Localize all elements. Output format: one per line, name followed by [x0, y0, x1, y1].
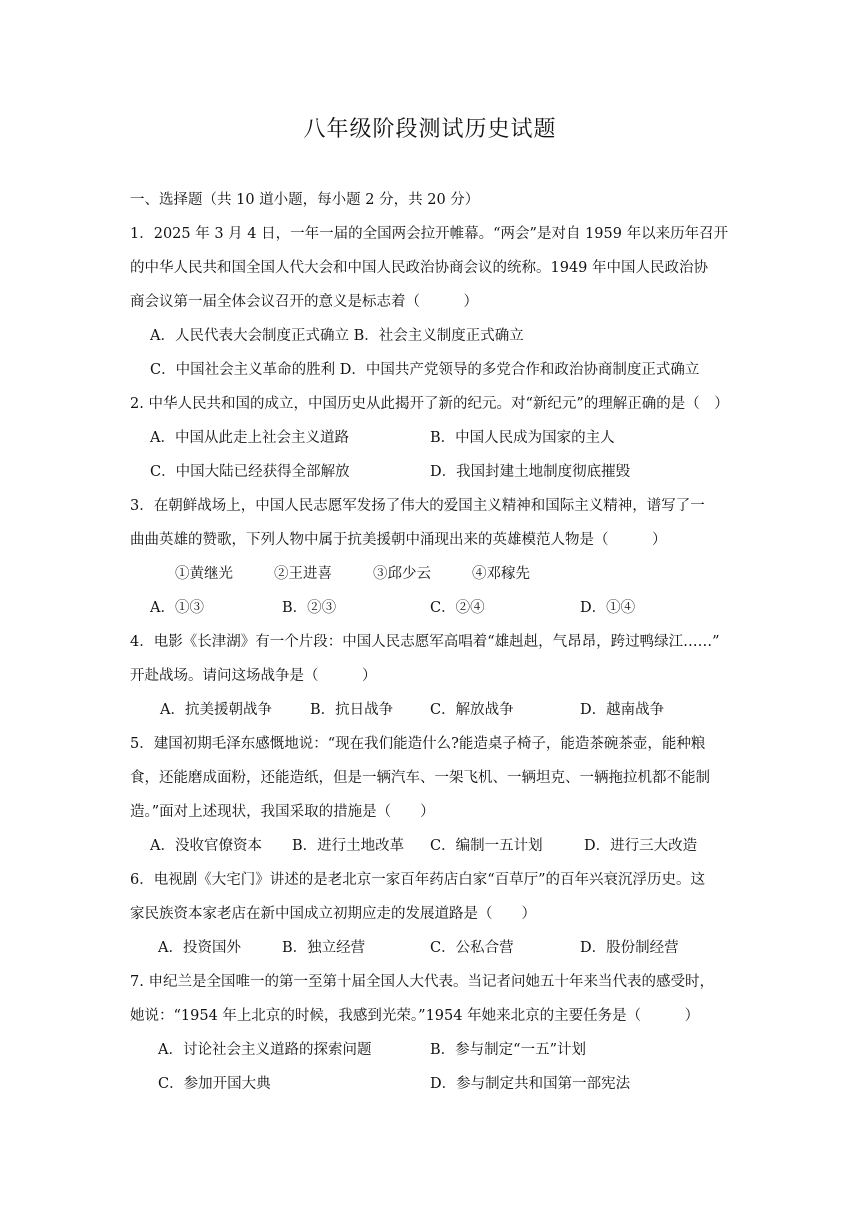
question-text-line: 3．在朝鲜战场上，中国人民志愿军发扬了伟大的爱国主义精神和国际主义精神，谱写了一	[130, 498, 705, 514]
question-text-line: 1．2025 年 3 月 4 日，一年一届的全国两会拉开帷幕。“两会”是对自 1959 年以来历年召开	[130, 226, 729, 242]
option-b: B．中国人民成为国家的主人	[430, 430, 615, 446]
option-row: A．人民代表大会制度正式确立 B．社会主义制度正式确立	[150, 328, 524, 344]
option-b: B．抗日战争	[310, 702, 394, 718]
option-b: B．参与制定“一五”计划	[430, 1042, 586, 1058]
option-a: A．抗美援朝战争	[160, 702, 272, 718]
question-text-line: 造。”面对上述现状，我国采取的措施是（ ）	[130, 804, 435, 820]
question-text-line: 6．电视剧《大宅门》讲述的是老北京一家百年药店白家“百草厅”的百年兴衰沉浮历史。这	[130, 872, 706, 888]
statement-item: ③邱少云	[373, 566, 431, 582]
option-b: B．进行土地改革	[292, 838, 405, 854]
option-d: D．我国封建土地制度彻底摧毁	[430, 464, 631, 480]
question-text-line: 她说：“1954 年上北京的时候，我感到光荣。”1954 年她来北京的主要任务是（ ）	[130, 1008, 700, 1024]
question-text-line: 食，还能磨成面粉，还能造纸，但是一辆汽车、一架飞机、一辆坦克、一辆拖拉机都不能制	[130, 770, 710, 786]
question-text-line: 曲曲英雄的赞歌，下列人物中属于抗美援朝中涌现出来的英雄模范人物是（ ）	[130, 532, 667, 548]
section-heading: 一、选择题（共 10 道小题，每小题 2 分，共 20 分）	[130, 192, 480, 208]
statement-item: ②王进喜	[274, 566, 332, 582]
question-text-line: 商会议第一届全体会议召开的意义是标志着（ ）	[130, 294, 478, 310]
option-a: A．投资国外	[158, 940, 241, 956]
question-text-line: 的中华人民共和国全国人代大会和中国人民政治协商会议的统称。1949 年中国人民政治协	[130, 260, 709, 276]
option-c: C．参加开国大典	[158, 1076, 271, 1092]
option-d: D．参与制定共和国第一部宪法	[430, 1076, 631, 1092]
option-c: C．解放战争	[430, 702, 514, 718]
option-a: A．没收官僚资本	[150, 838, 262, 854]
option-a: A．讨论社会主义道路的探索问题	[158, 1042, 372, 1058]
option-d: D．股份制经营	[580, 940, 679, 956]
option-a: A．①③	[150, 600, 204, 616]
statement-item: ④邓稼先	[472, 566, 530, 582]
option-b: B．②③	[282, 600, 337, 616]
option-row: C．中国社会主义革命的胜利 D．中国共产党领导的多党合作和政治协商制度正式确立	[150, 362, 700, 378]
option-c: C．编制一五计划	[430, 838, 543, 854]
option-d: D．越南战争	[580, 702, 665, 718]
question-text-line: 2. 中华人民共和国的成立，中国历史从此揭开了新的纪元。对“新纪元”的理解正确的是（ ）	[130, 396, 729, 412]
statement-item: ①黄继光	[175, 566, 233, 582]
question-text-line: 家民族资本家老店在新中国成立初期应走的发展道路是（ ）	[130, 906, 536, 922]
option-b: B．独立经营	[282, 940, 366, 956]
option-d: D．①④	[580, 600, 636, 616]
option-c: C．公私合营	[430, 940, 514, 956]
option-c: C．②④	[430, 600, 485, 616]
question-text-line: 7. 申纪兰是全国唯一的第一至第十届全国人大代表。当记者问她五十年来当代表的感受时，	[130, 974, 714, 990]
page-title: 八年级阶段测试历史试题	[303, 117, 557, 142]
option-c: C．中国大陆已经获得全部解放	[150, 464, 350, 480]
option-a: A．中国从此走上社会主义道路	[150, 430, 349, 446]
question-text-line: 开赴战场。请问这场战争是（ ）	[130, 668, 377, 684]
question-text-line: 5．建国初期毛泽东感慨地说：“现在我们能造什么?能造桌子椅子，能造茶碗茶壶，能种粮	[130, 736, 706, 752]
option-d: D．进行三大改造	[584, 838, 698, 854]
question-text-line: 4．电影《长津湖》有一个片段：中国人民志愿军高唱着“雄赳赳，气昂昂，跨过鸭绿江……”	[130, 634, 720, 650]
